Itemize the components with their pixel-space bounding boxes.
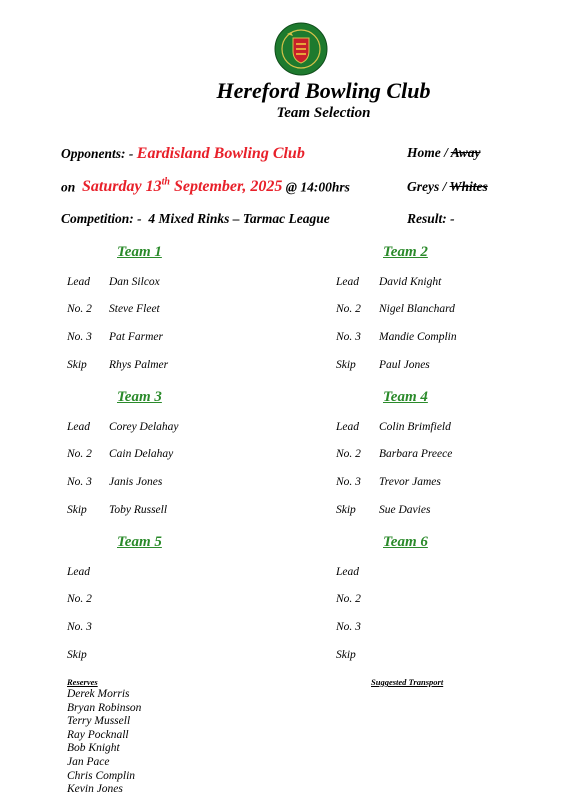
player-name: Janis Jones xyxy=(109,476,163,488)
position-label: Lead xyxy=(336,421,359,433)
position-label: No. 3 xyxy=(67,331,92,343)
on-label: on xyxy=(61,179,76,195)
position-label: No. 2 xyxy=(336,593,361,605)
position-label: Lead xyxy=(336,566,359,578)
reserve-name: Jan Pace xyxy=(67,755,110,768)
opponents-line xyxy=(61,145,305,163)
reserve-name: Chris Complin xyxy=(67,769,136,782)
player-name: Mandie Complin xyxy=(379,331,457,343)
position-label: Lead xyxy=(336,276,359,288)
player-name: Paul Jones xyxy=(379,359,430,371)
team-heading: Team 4 xyxy=(383,389,428,405)
player-name: Nigel Blanchard xyxy=(379,303,455,315)
position-label: No. 2 xyxy=(67,448,92,460)
team-heading: Team 1 xyxy=(117,244,162,260)
position-label: Lead xyxy=(67,276,90,288)
position-label: No. 3 xyxy=(336,476,361,488)
kit-whites: Whites xyxy=(449,179,488,194)
competition-label: Competition: - xyxy=(61,211,142,226)
result-line: Result: - xyxy=(407,211,455,226)
reserves-heading: Reserves xyxy=(67,677,98,687)
reserve-name: Bob Knight xyxy=(67,742,120,755)
reserve-name: Bryan Robinson xyxy=(67,701,142,714)
player-name: Pat Farmer xyxy=(109,331,163,343)
position-label: No. 2 xyxy=(67,593,92,605)
match-time: @ 14:00hrs xyxy=(285,179,350,195)
home-label: Home / xyxy=(407,145,448,160)
home-away-line xyxy=(407,145,481,161)
position-label: No. 2 xyxy=(67,303,92,315)
position-label: Lead xyxy=(67,566,90,578)
position-label: No. 2 xyxy=(336,448,361,460)
position-label: Skip xyxy=(336,359,356,371)
player-name: Cain Delahay xyxy=(109,448,174,460)
player-name: Colin Brimfield xyxy=(379,421,451,433)
opponents-name: Eardisland Bowling Club xyxy=(136,145,305,162)
club-crest-logo xyxy=(274,22,328,76)
player-name: Corey Delahay xyxy=(109,421,179,433)
suggested-transport-heading: Suggested Transport xyxy=(371,677,444,687)
player-name: Sue Davies xyxy=(379,504,431,516)
kit-greys: Greys / xyxy=(407,179,447,194)
date-day: Saturday 13 xyxy=(82,178,162,196)
kit-line xyxy=(407,179,488,195)
reserve-name: Ray Pocknall xyxy=(67,728,129,741)
reserve-name: Kevin Jones xyxy=(67,783,123,796)
away-label: Away xyxy=(450,145,481,160)
position-label: No. 2 xyxy=(336,303,361,315)
position-label: Skip xyxy=(67,649,87,661)
reserve-name: Derek Morris xyxy=(67,688,130,700)
player-name: Barbara Preece xyxy=(379,448,453,460)
competition-name: 4 Mixed Rinks – Tarmac League xyxy=(148,211,330,226)
team-heading: Team 5 xyxy=(117,534,162,550)
date-month-year: September, 2025 xyxy=(173,178,283,196)
position-label: No. 3 xyxy=(67,621,92,633)
player-name: Steve Fleet xyxy=(109,303,160,315)
team-heading: Team 6 xyxy=(383,534,428,550)
competition-line xyxy=(61,211,330,227)
position-label: Skip xyxy=(67,504,87,516)
player-name: David Knight xyxy=(379,276,442,288)
reserve-name: Terry Mussell xyxy=(67,715,131,728)
player-name: Dan Silcox xyxy=(109,276,160,288)
player-name: Trevor James xyxy=(379,476,441,488)
position-label: Lead xyxy=(67,421,90,433)
position-label: Skip xyxy=(336,504,356,516)
date-suffix: th xyxy=(161,177,170,188)
player-name: Toby Russell xyxy=(109,504,168,516)
player-name: Rhys Palmer xyxy=(109,359,169,371)
date-line xyxy=(61,177,350,196)
position-label: No. 3 xyxy=(336,621,361,633)
opponents-label: Opponents: - xyxy=(61,146,134,161)
club-name-title: Hereford Bowling Club xyxy=(216,78,431,103)
team-selection-subtitle: Team Selection xyxy=(276,105,371,121)
position-label: Skip xyxy=(67,359,87,371)
reserves-list xyxy=(67,688,141,797)
position-label: No. 3 xyxy=(67,476,92,488)
team-heading: Team 2 xyxy=(383,244,428,260)
team-heading: Team 3 xyxy=(117,389,162,405)
position-label: No. 3 xyxy=(336,331,361,343)
position-label: Skip xyxy=(336,649,356,661)
